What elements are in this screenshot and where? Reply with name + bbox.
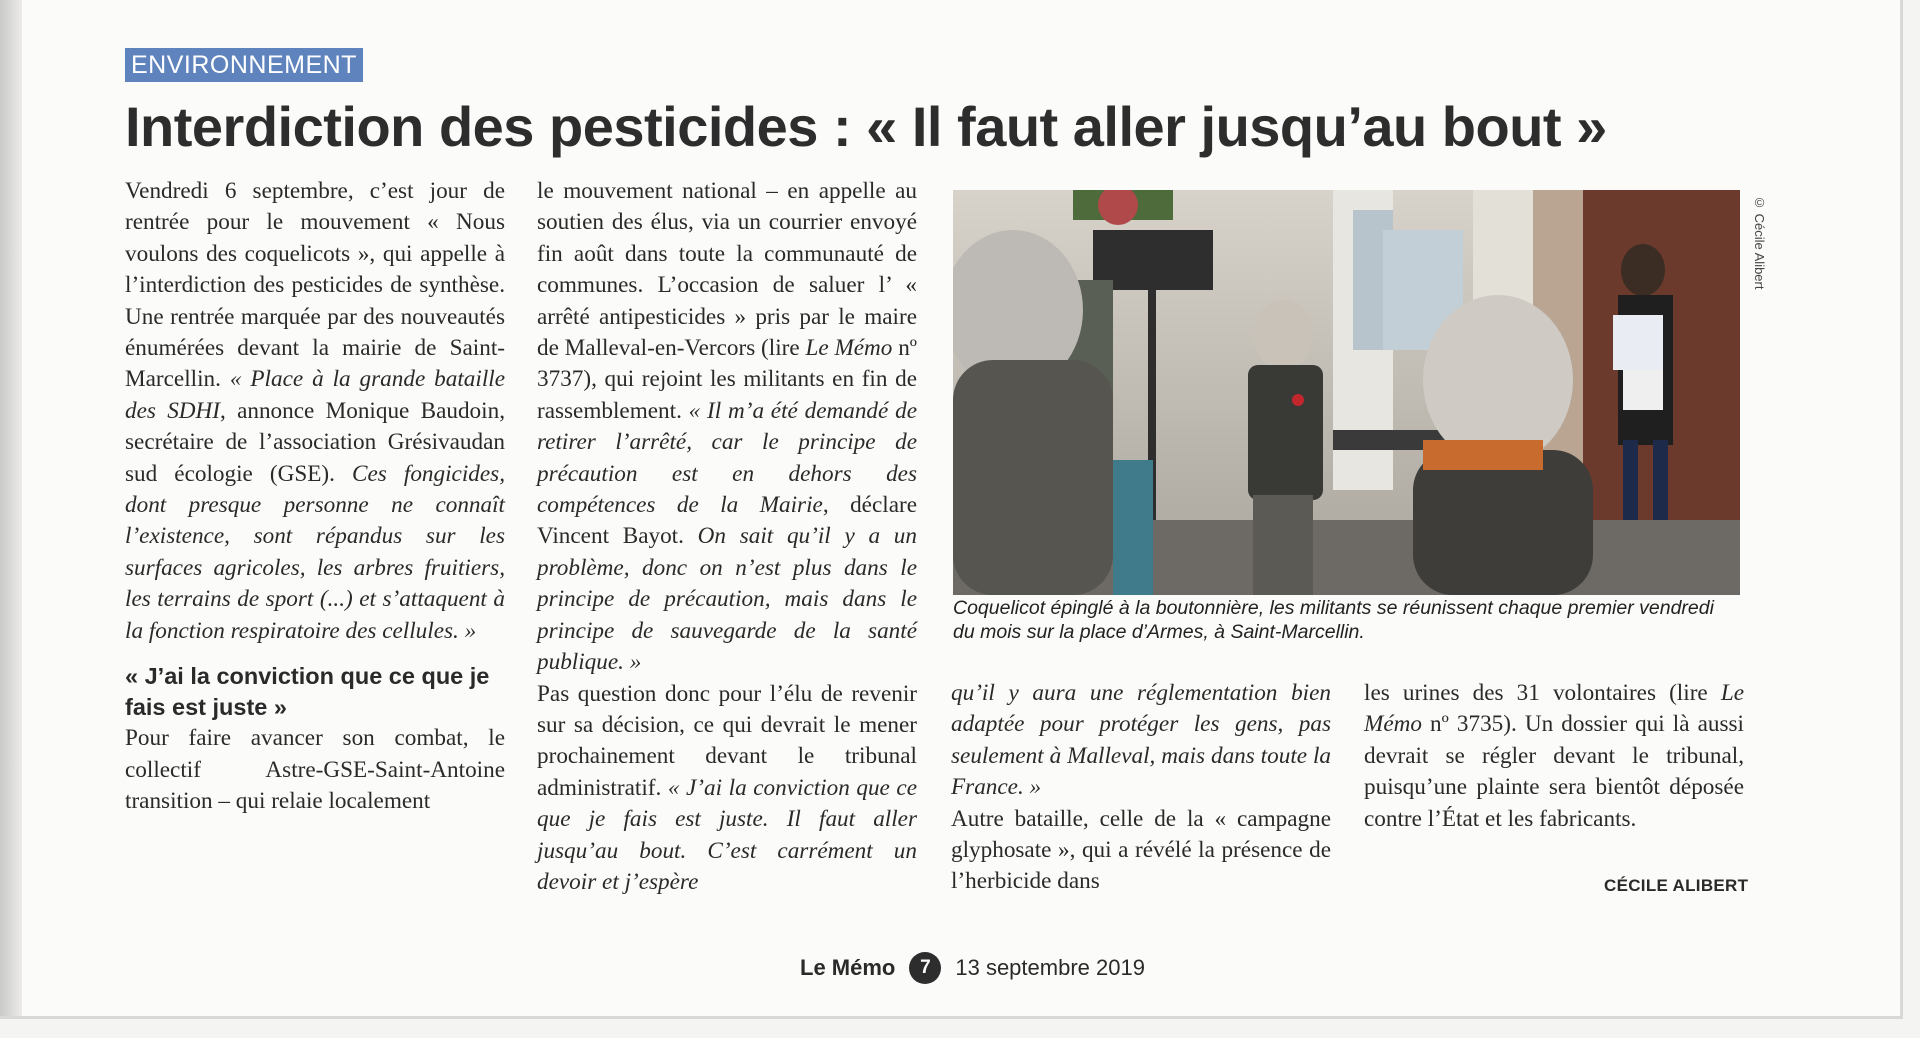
paragraph xyxy=(125,176,505,647)
photo-illustration xyxy=(953,190,1740,595)
paragraph xyxy=(1364,678,1744,835)
quote-run: On sait qu’il y a un problème, donc on n’est plus dans le principe de précaution, mais dans le principe de sauvegarde de la santé publique. » xyxy=(537,523,917,676)
photo-caption: Coquelicot épinglé à la boutonnière, les militants se réunissent chaque premier vendredi du mois sur la place d’Armes, à Saint-Marcellin. xyxy=(953,597,1714,643)
paragraph: Pour faire avancer son combat, le collectif Astre-GSE-Saint-Antoine transition – qui relaie localement xyxy=(125,725,505,814)
article-column-2 xyxy=(537,176,917,898)
page-fold-edge xyxy=(0,0,22,1016)
text-run: , annonce Monique Baudoin, secrétaire de l’association Grésivaudan sud écologie (GSE). xyxy=(125,397,505,487)
issue-date: 13 septembre 2019 xyxy=(955,955,1145,980)
paragraph xyxy=(537,176,917,679)
paragraph xyxy=(537,679,917,899)
article-column-3 xyxy=(951,678,1331,898)
publication-ref: Le Mémo xyxy=(805,335,893,362)
photo-credit: © Cécile Alibert xyxy=(1752,195,1767,290)
article-subhead: « J’ai la conviction que ce que je fais est juste » xyxy=(125,663,490,721)
text-run: Pas question donc pour l’élu de revenir sur sa décision, ce qui devrait le mener prochainement devant le tribunal administratif. xyxy=(537,680,917,801)
text-run: le mouvement national – en appelle au soutien des élus, via un courrier envoyé fin août dans toute la communauté de communes. L’occasion de saluer l’ « arrêté antipesticides » pris par le maire de Malleval-en-Vercors (lire xyxy=(537,178,917,362)
quote-run: « Place à la grande bataille des SDHI xyxy=(125,366,505,424)
article-headline: Interdiction des pesticides : « Il faut aller jusqu’au bout » xyxy=(125,95,1607,158)
page-footer xyxy=(800,951,1145,985)
paragraph: Autre bataille, celle de la « campagne glyphosate », qui a révélé la présence de l’herbicide dans xyxy=(951,805,1331,895)
quote-run: « J’ai la conviction que ce que je fais est juste. Il faut aller jusqu’au bout. C’est carrément un devoir et j’espère xyxy=(537,774,917,895)
publication-ref: Le Mémo xyxy=(1364,680,1744,738)
article-photo xyxy=(953,190,1740,595)
quote-run: qu’il y aura une réglementation bien adaptée pour protéger les gens, pas seulement à Malleval, mais dans toute la France. » xyxy=(951,680,1331,801)
quote-run: « Il m’a été demandé de retirer l’arrêté, car le principe de précaution est en dehors des compétences de la Mairie xyxy=(537,397,917,519)
text-run: nº 3735). Un dossier qui là aussi devrait se régler devant le tribunal, puisqu’une plainte sera bientôt déposée contre l’État et les fabricants. xyxy=(1364,711,1744,832)
section-kicker: ENVIRONNEMENT xyxy=(125,48,363,82)
page-number-badge: 7 xyxy=(909,952,941,984)
publication-name: Le Mémo xyxy=(800,955,896,980)
quote-run: Ces fongicides, dont presque personne ne connaît l’existence, sont répandus sur les surfaces agricoles, les arbres fruitiers, les terrains de sport (...) et s’attaquent à la fonction respiratoire des cellules. » xyxy=(125,460,505,644)
author-signature: CÉCILE ALIBERT xyxy=(1604,876,1749,895)
text-run: Vendredi 6 septembre, c’est jour de rentrée pour le mouvement « Nous voulons des coquelicots », qui appelle à l’interdiction des pesticides de synthèse. Une rentrée marquée par des nouveautés énumérées devant la mairie de Saint-Marcellin. xyxy=(125,178,505,393)
paragraph xyxy=(951,678,1331,804)
article-column-1 xyxy=(125,176,505,817)
text-run: les urines des 31 volontaires (lire xyxy=(1364,680,1721,706)
text-run: nº 3737), qui rejoint les militants en fin de rassemblement. xyxy=(537,335,917,424)
article-column-4 xyxy=(1364,678,1744,835)
text-run: , déclare Vincent Bayot. xyxy=(537,492,917,550)
